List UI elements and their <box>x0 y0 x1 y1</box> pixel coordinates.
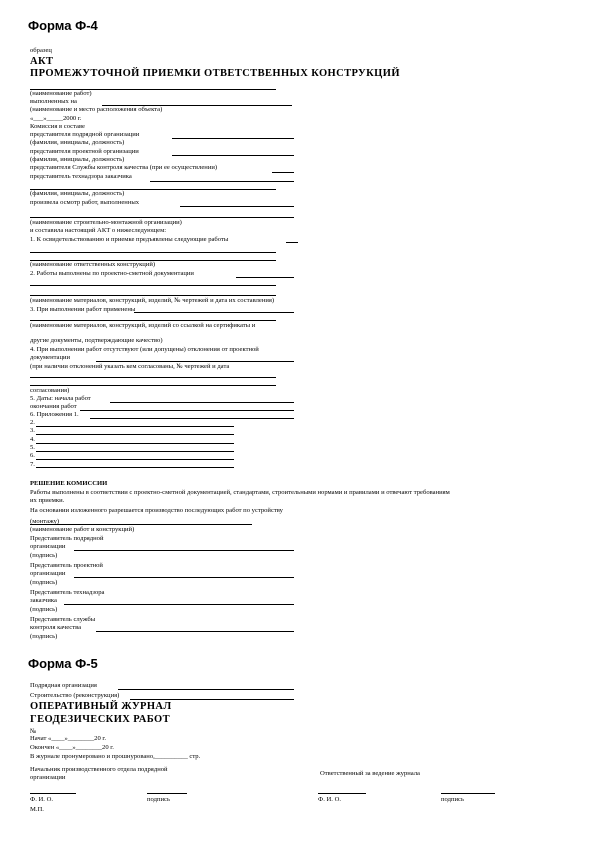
responsible-label: Ответственный за ведение журнала <box>320 770 420 777</box>
journal-number: № <box>30 728 37 735</box>
sign-right: подпись <box>441 796 464 803</box>
f4-underline <box>36 451 234 452</box>
sign-left: подпись <box>147 796 170 803</box>
f4-underline <box>80 410 294 411</box>
journal-title-2: ГЕОДЕЗИЧЕСКИХ РАБОТ <box>30 714 170 725</box>
sign-2-label2: организации <box>30 570 66 577</box>
sign-3-line <box>64 604 294 605</box>
fio-left-line <box>30 793 76 794</box>
f4-underline <box>90 418 294 419</box>
f4-underline <box>172 155 294 156</box>
sign-right-line <box>441 793 495 794</box>
f4-underline <box>172 138 294 139</box>
f4-line-5: Комиссия в составе <box>30 123 85 130</box>
f4-underline <box>36 434 234 435</box>
head-production-1: Начальник производственного отдела подрядной <box>30 766 168 773</box>
sign-1-label1: Представитель подрядной <box>30 535 104 542</box>
f4-line-30: 2. <box>30 419 35 426</box>
f4-line-4: «___»_____2000 г. <box>30 115 82 122</box>
f4-underline <box>30 189 276 190</box>
f4-line-26: согласования) <box>30 387 70 394</box>
f4-underline <box>30 320 276 321</box>
f4-underline <box>150 181 294 182</box>
sign-1-line <box>74 550 294 551</box>
fio-right: Ф. И. О. <box>318 796 341 803</box>
f4-line-32: 4. <box>30 436 35 443</box>
f4-line-24: документации <box>30 354 71 361</box>
act-title: ПРОМЕЖУТОЧНОЙ ПРИЕМКИ ОТВЕТСТВЕННЫХ КОНСТРУКЦИЙ <box>30 68 400 79</box>
sign-4-label1: Представитель службы <box>30 616 96 623</box>
f4-line-23: 4. При выполнении работ отсутствуют (или допущены) отклонения от проектной <box>30 346 259 353</box>
f4-underline <box>180 206 294 207</box>
f4-line-28: окончания работ <box>30 403 77 410</box>
f4-underline <box>36 459 234 460</box>
f4-line-20: 3. При выполнении работ применены <box>30 306 136 313</box>
f4-underline <box>30 295 276 296</box>
f4-line-22: другие документы, подтверждающие качество) <box>30 337 163 344</box>
sign-1-note: (подпись) <box>30 552 58 559</box>
sign-2-note: (подпись) <box>30 579 58 586</box>
f4-line-15: и составила настоящий АКТ о нижеследующем: <box>30 227 167 234</box>
construction-label: Строительство (реконструкция) <box>30 692 120 699</box>
f4-line-13: произвела осмотр работ, выполненных <box>30 199 140 206</box>
sign-3-label2: заказчика <box>30 597 57 604</box>
decision-text-3: На основании изложенного разрешается производство последующих работ по устройству <box>30 507 283 514</box>
f4-line-7: (фамилия, инициалы, должность) <box>30 139 125 146</box>
f4-underline <box>30 260 276 261</box>
sign-2-label1: Представитель проектной <box>30 562 103 569</box>
sign-4-line <box>96 631 294 632</box>
f4-line-29: 6. Приложения 1. <box>30 411 79 418</box>
journal-end: Окончен «____»________20 г. <box>30 744 114 751</box>
mp-label: М.П. <box>30 806 44 813</box>
f4-line-34: 6. <box>30 452 35 459</box>
journal-title-1: ОПЕРАТИВНЫЙ ЖУРНАЛ <box>30 701 172 712</box>
f4-underline <box>286 242 298 243</box>
f4-underline <box>30 89 276 90</box>
f4-line-17: (наименование ответственных конструкций) <box>30 261 156 268</box>
f4-underline <box>36 426 234 427</box>
f4-line-25: (при наличии отклонений указать кем согласованы, № чертежей и дата <box>30 363 230 370</box>
sign-left-line <box>147 793 187 794</box>
f4-underline <box>36 443 234 444</box>
f4-line-9: (фамилия, инициалы, должность) <box>30 156 125 163</box>
f4-line-21: (наименование материалов, конструкций, изделий со ссылкой на сертификаты и <box>30 322 256 329</box>
form-f5-heading: Форма Ф-5 <box>28 656 98 671</box>
contractor-label: Подрядная организация <box>30 682 97 689</box>
sign-3-label1: Представитель технадзора <box>30 589 105 596</box>
f4-underline <box>272 172 294 173</box>
f4-underline <box>36 467 234 468</box>
f4-line-3: (наименование и место расположения объекта) <box>30 106 163 113</box>
decision-text-4: (монтажу) <box>30 518 60 525</box>
f4-line-6: представителя подрядной организации <box>30 131 140 138</box>
f4-line-35: 7. <box>30 461 35 468</box>
f4-underline <box>236 277 294 278</box>
f4-line-10: представителя Службы контроля качества (при ее осуществлении) <box>30 164 218 171</box>
f4-line-33: 5. <box>30 444 35 451</box>
f4-line-14: (наименование строительно-монтажной организации) <box>30 219 182 226</box>
f4-line-19: (наименование материалов, конструкций, изделий, № чертежей и дата их составления) <box>30 297 275 304</box>
decision-title: РЕШЕНИЕ КОМИССИИ <box>30 480 108 487</box>
f4-underline <box>96 361 294 362</box>
journal-pages: В журнале пронумеровано и прошнуровано,__________ стр. <box>30 753 201 760</box>
sign-4-label2: контроля качества <box>30 624 82 631</box>
f4-underline <box>30 252 276 253</box>
sign-4-note: (подпись) <box>30 633 58 640</box>
f4-line-31: 3. <box>30 427 35 434</box>
f4-underline <box>30 385 276 386</box>
f4-underline <box>102 105 292 106</box>
f4-line-8: представителя проектной организации <box>30 148 139 155</box>
f4-line-27: 5. Даты: начала работ <box>30 395 91 402</box>
f4-line-11: представитель технадзора заказчика <box>30 173 132 180</box>
f4-underline <box>30 285 276 286</box>
f4-line-16: 1. К освидетельствованию и приемке предъявлены следующие работы <box>30 236 229 243</box>
head-production-2: организации <box>30 774 66 781</box>
f4-underline <box>30 377 276 378</box>
sign-3-note: (подпись) <box>30 606 58 613</box>
decision-text-2: их приемки. <box>30 497 65 504</box>
journal-start: Начат «____»________20 г. <box>30 735 107 742</box>
sign-1-label2: организации <box>30 543 66 550</box>
decision-text-5: (наименование работ и конструкций) <box>30 526 135 533</box>
decision-text-1: Работы выполнены в соответствии с проектно-сметной документацией, стандартами, строительными нормами и правилами и отвечают требованиям <box>30 489 450 496</box>
fio-left: Ф. И. О. <box>30 796 53 803</box>
f4-line-2: выполненных на <box>30 98 77 105</box>
sign-2-line <box>74 577 294 578</box>
sample-label: образец <box>30 47 52 54</box>
act-label: АКТ <box>30 56 54 67</box>
fio-right-line <box>318 793 366 794</box>
f4-line-18: 2. Работы выполнены по проектно-сметной документации <box>30 270 194 277</box>
f4-underline <box>30 217 294 218</box>
f4-line-12: (фамилия, инициалы, должность) <box>30 190 125 197</box>
f4-underline <box>110 402 294 403</box>
form-f4-heading: Форма Ф-4 <box>28 18 98 33</box>
mounting-line <box>30 524 252 525</box>
contractor-line <box>118 689 294 690</box>
f4-line-1: (наименование работ) <box>30 90 92 97</box>
construction-line <box>130 699 294 700</box>
f4-underline <box>134 312 294 313</box>
